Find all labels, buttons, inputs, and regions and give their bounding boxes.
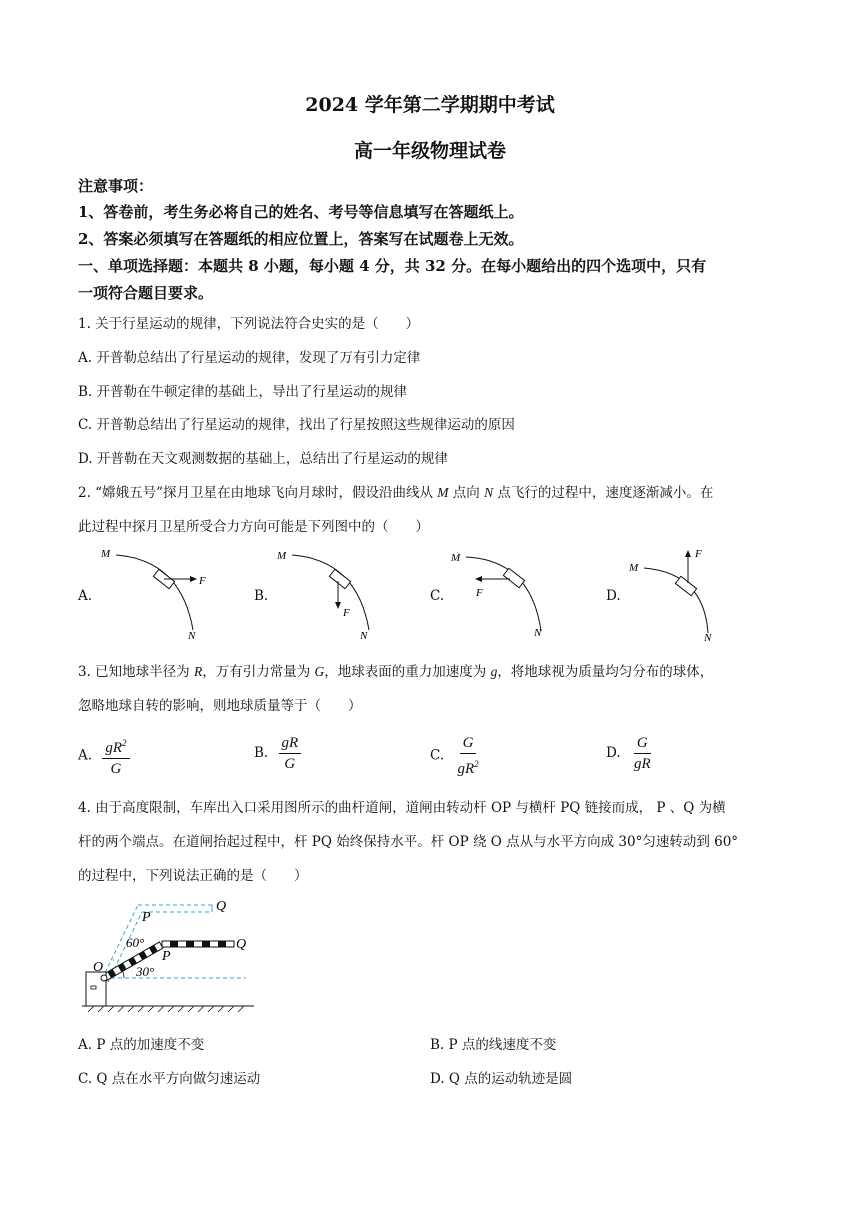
q4-barrier-gate-figure <box>78 892 258 1017</box>
q4-option-a: A. P 点的加速度不变 <box>78 1037 205 1053</box>
q4-option-b: B. P 点的线速度不变 <box>430 1037 557 1053</box>
exam-title: 2024 学年第二学期期中考试 <box>305 94 555 116</box>
q4-option-d: D. Q 点的运动轨迹是圆 <box>430 1071 573 1087</box>
q3-option-a: A. $\frac{gR^2}{G}$ <box>78 734 130 778</box>
q2-option-c-label: C. <box>430 588 445 604</box>
q2-figure-a <box>96 545 226 645</box>
label-p: P <box>162 949 171 964</box>
label-m: M <box>451 552 461 564</box>
label-m: M <box>101 548 111 560</box>
q4-stem-line3: 的过程中，下列说法正确的是（ ） <box>78 868 308 884</box>
q2-figure-d <box>622 545 752 645</box>
label-f: F <box>343 607 350 619</box>
q1-option-a: A. 开普勒总结出了行星运动的规律，发现了万有引力定律 <box>78 350 421 366</box>
section-heading-line2: 一项符合题目要求。 <box>78 284 214 302</box>
notice-heading: 注意事项： <box>78 177 154 195</box>
exam-subtitle: 高一年级物理试卷 <box>353 140 506 162</box>
notice-item-1: 1、答卷前，考生务必将自己的姓名、考号等信息填写在答题纸上。 <box>78 203 524 221</box>
q4-option-c: C. Q 点在水平方向做匀速运动 <box>78 1071 261 1087</box>
label-q: Q <box>236 937 247 952</box>
label-n: N <box>188 630 196 642</box>
section-heading-line1: 一、单项选择题：本题共 8 小题，每小题 4 分，共 32 分。在每小题给出的四个选项中，只有 <box>78 257 707 275</box>
q3-a-fraction: $\frac{gR^2}{G}$ <box>102 734 129 778</box>
label-m: M <box>629 562 639 574</box>
label-p-raised: P <box>142 910 151 925</box>
q4-stem-line1: 4. 由于高度限制，车库出入口采用图所示的曲杆道闸，道闸由转动杆 OP 与横杆 PQ 链接而成， P 、Q 为横 <box>78 800 726 816</box>
q3-option-c: C. $\frac{G}{gR^2}$ <box>430 734 482 778</box>
q1-option-c: C. 开普勒总结出了行星运动的规律，找出了行星按照这些规律运动的原因 <box>78 417 515 433</box>
label-f: F <box>476 587 483 599</box>
label-n: N <box>360 630 368 642</box>
q3-option-d: D. $\frac{G}{gR}$ <box>606 734 654 773</box>
notice-item-2: 2、答案必须填写在答题纸的相应位置上，答案写在试题卷上无效。 <box>78 230 524 248</box>
label-60deg: 60° <box>126 935 145 950</box>
label-f: F <box>695 548 702 560</box>
label-f: F <box>199 575 206 587</box>
q4-stem-line2: 杆的两个端点。在道闸抬起过程中，杆 PQ 始终保持水平。杆 OP 绕 O 点从与水平方向成 30°匀速转动到 60° <box>78 834 739 850</box>
q2-option-b-label: B. <box>254 588 269 604</box>
label-o: O <box>93 960 104 975</box>
q2-stem: 2. “嫦娥五号”探月卫星在由地球飞向月球时，假设沿曲线从 M 点向 N 点飞行的过程中，速度逐渐减小。在 <box>78 485 714 501</box>
q1-option-b: B. 开普勒在牛顿定律的基础上，导出了行星运动的规律 <box>78 384 408 400</box>
label-n: N <box>534 627 542 639</box>
q3-stem: 3. 已知地球半径为 R，万有引力常量为 G，地球表面的重力加速度为 g，将地球视为质量均匀分布的球体， <box>78 664 714 680</box>
q3-option-b: B. $\frac{gR}{G}$ <box>254 734 301 773</box>
q3-b-fraction: $\frac{gR}{G}$ <box>279 734 302 773</box>
q1-option-d: D. 开普勒在天文观测数据的基础上，总结出了行星运动的规律 <box>78 451 448 467</box>
q2-figure-c <box>446 545 576 645</box>
label-n: N <box>704 632 712 644</box>
q3-d-fraction: $\frac{G}{gR}$ <box>633 735 651 772</box>
q2-figure-b <box>272 545 402 645</box>
q2-option-a-label: A. <box>78 588 93 604</box>
label-q-raised: Q <box>216 899 227 914</box>
q3-c-fraction: $\frac{G}{gR^2}$ <box>457 735 479 777</box>
q2-option-d-label: D. <box>606 588 621 604</box>
q1-stem: 1. 关于行星运动的规律，下列说法符合史实的是（ ） <box>78 316 420 332</box>
q2-stem-line2: 此过程中探月卫星所受合力方向可能是下列图中的（ ） <box>78 519 429 535</box>
label-m: M <box>277 550 287 562</box>
label-30deg: 30° <box>136 964 155 979</box>
q3-stem-line2: 忽略地球自转的影响，则地球质量等于（ ） <box>78 698 362 714</box>
